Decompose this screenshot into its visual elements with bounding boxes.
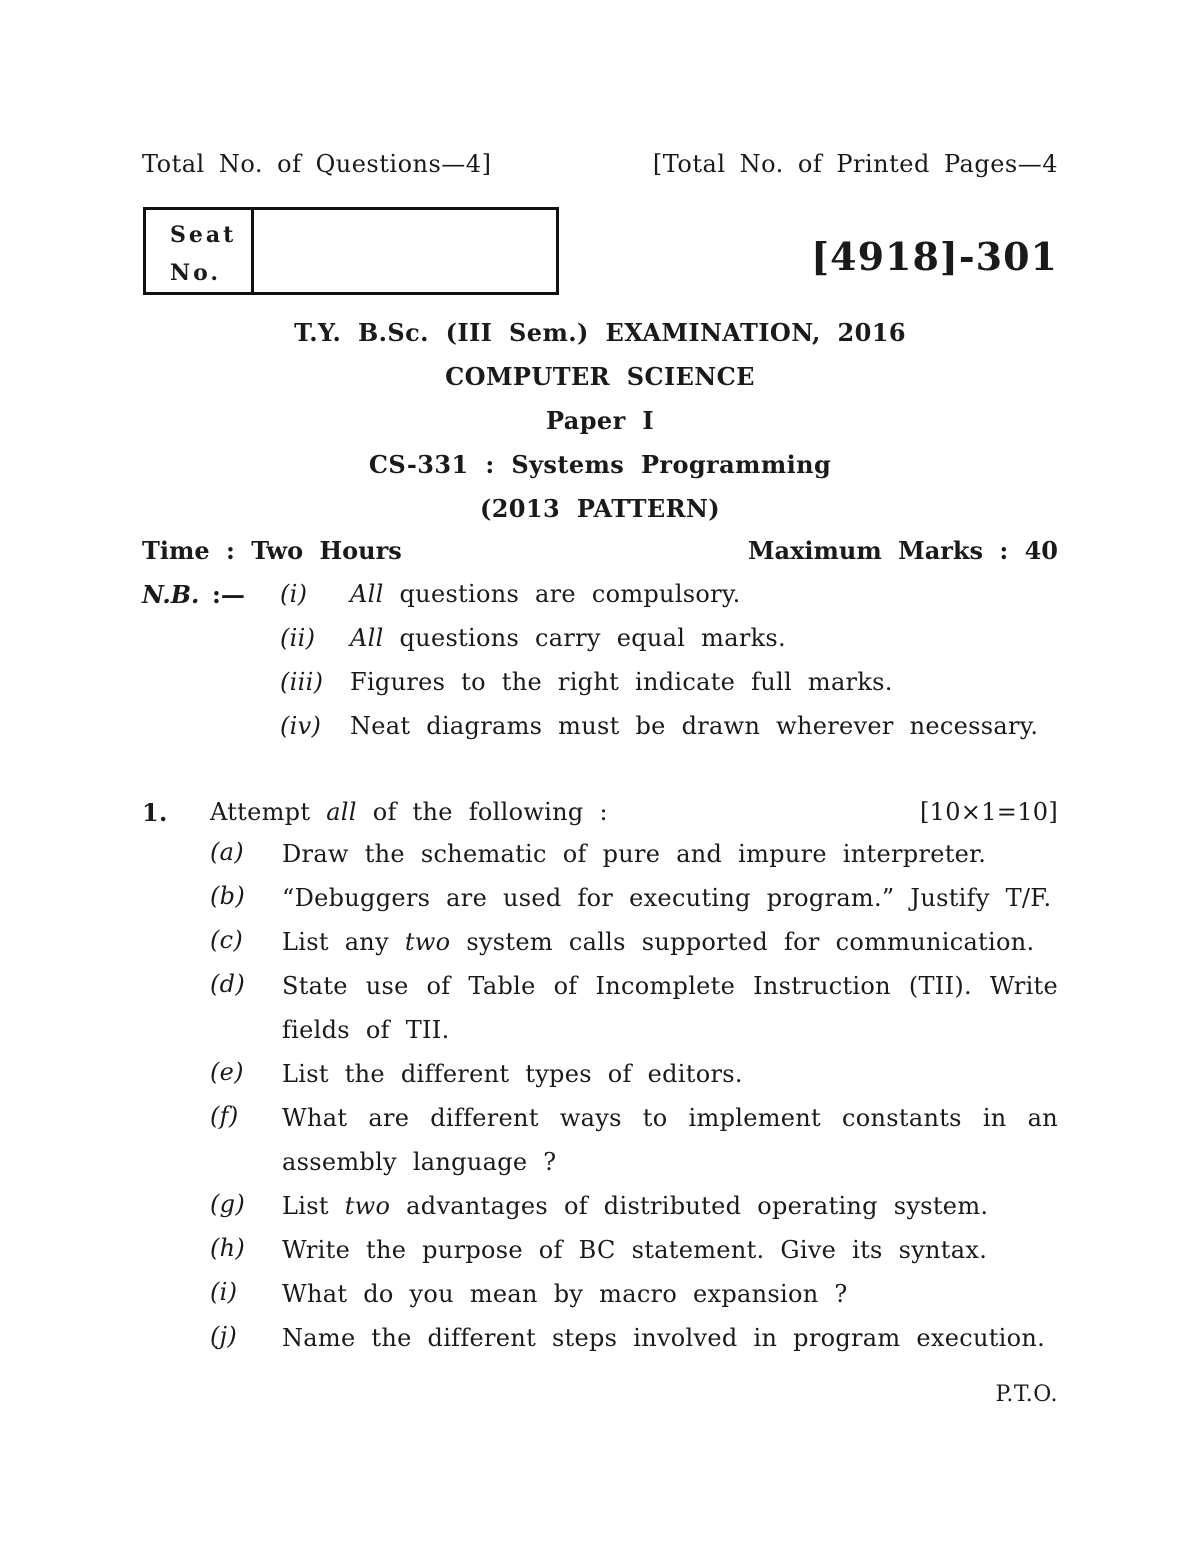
seat-number-box — [143, 207, 559, 295]
total-questions: Total No. of Questions—4] — [142, 150, 492, 178]
sub-question-number: (f) — [210, 1102, 239, 1130]
note-emphasis: All — [350, 624, 384, 652]
sub-question-text: Write the purpose of BC statement. Give its syntax. — [282, 1236, 988, 1264]
note-text: Figures to the right indicate full marks. — [350, 668, 893, 696]
question-instruction: Attempt all of the following : — [210, 798, 608, 826]
note-text: Neat diagrams must be drawn wherever necessary. — [350, 712, 1039, 740]
sub-question-text: What are different ways to implement constants in an assembly language ? — [282, 1104, 1058, 1176]
seat-number-field — [254, 210, 556, 292]
sub-question-number: (a) — [210, 838, 244, 866]
note-number: (i) — [280, 580, 308, 608]
sub-question-number: (i) — [210, 1278, 238, 1306]
note-text: questions carry equal marks. — [383, 624, 786, 652]
maximum-marks: Maximum Marks : 40 — [747, 536, 1058, 565]
paper-title: Paper I — [545, 406, 655, 435]
sub-question-number: (g) — [210, 1190, 245, 1218]
sub-question-number: (e) — [210, 1058, 244, 1086]
question-marks: [10×1=10] — [920, 798, 1058, 826]
sub-question-text: List two advantages of distributed operating system. — [282, 1192, 989, 1220]
nb-dash: :— — [212, 580, 245, 609]
note-item — [280, 624, 786, 652]
sub-question-number: (c) — [210, 926, 244, 954]
sub-question-number: (j) — [210, 1322, 238, 1350]
note-emphasis: All — [350, 580, 384, 608]
exam-time: Time : Two Hours — [142, 536, 402, 565]
pattern-title: (2013 PATTERN) — [479, 494, 721, 523]
question-number: 1. — [142, 798, 168, 827]
time-marks-row — [142, 536, 1058, 570]
sub-question-text: Draw the schematic of pure and impure interpreter. — [282, 840, 987, 868]
note-number: (iv) — [280, 712, 322, 740]
note-text: questions are compulsory. — [383, 580, 741, 608]
seat-label-line1: Seat — [170, 222, 237, 248]
subject-title: COMPUTER SCIENCE — [445, 362, 755, 391]
note-number: (iii) — [280, 668, 324, 696]
sub-question-text: What do you mean by macro expansion ? — [282, 1280, 848, 1308]
sub-question-text: List the different types of editors. — [282, 1060, 743, 1088]
sub-question-text: “Debuggers are used for executing program.” Justify T/F. — [282, 884, 1052, 912]
course-title: CS-331 : Systems Programming — [368, 450, 832, 479]
paper-code: [4918]-301 — [811, 234, 1058, 279]
sub-question-number: (d) — [210, 970, 245, 998]
note-item — [280, 580, 741, 608]
note-item — [280, 712, 1038, 740]
seat-label-line2: No. — [170, 260, 222, 286]
sub-question-number: (b) — [210, 882, 245, 910]
total-printed-pages: [Total No. of Printed Pages—4 — [652, 150, 1058, 178]
sub-question-number: (h) — [210, 1234, 246, 1262]
note-item — [280, 668, 893, 696]
note-number: (ii) — [280, 624, 316, 652]
sub-question-text: Name the different steps involved in program execution. — [282, 1324, 1046, 1352]
please-turn-over: P.T.O. — [995, 1382, 1058, 1407]
sub-question-text: State use of Table of Incomplete Instruction (TII). Write fields of TII. — [282, 972, 1058, 1044]
seat-number-label — [146, 210, 254, 292]
question-1-header — [142, 798, 1058, 832]
sub-question-text: List any two system calls supported for communication. — [282, 928, 1035, 956]
nb-label: N.B. — [142, 580, 200, 609]
exam-title: T.Y. B.Sc. (III Sem.) EXAMINATION, 2016 — [294, 318, 906, 347]
page-header-line — [142, 150, 1058, 186]
